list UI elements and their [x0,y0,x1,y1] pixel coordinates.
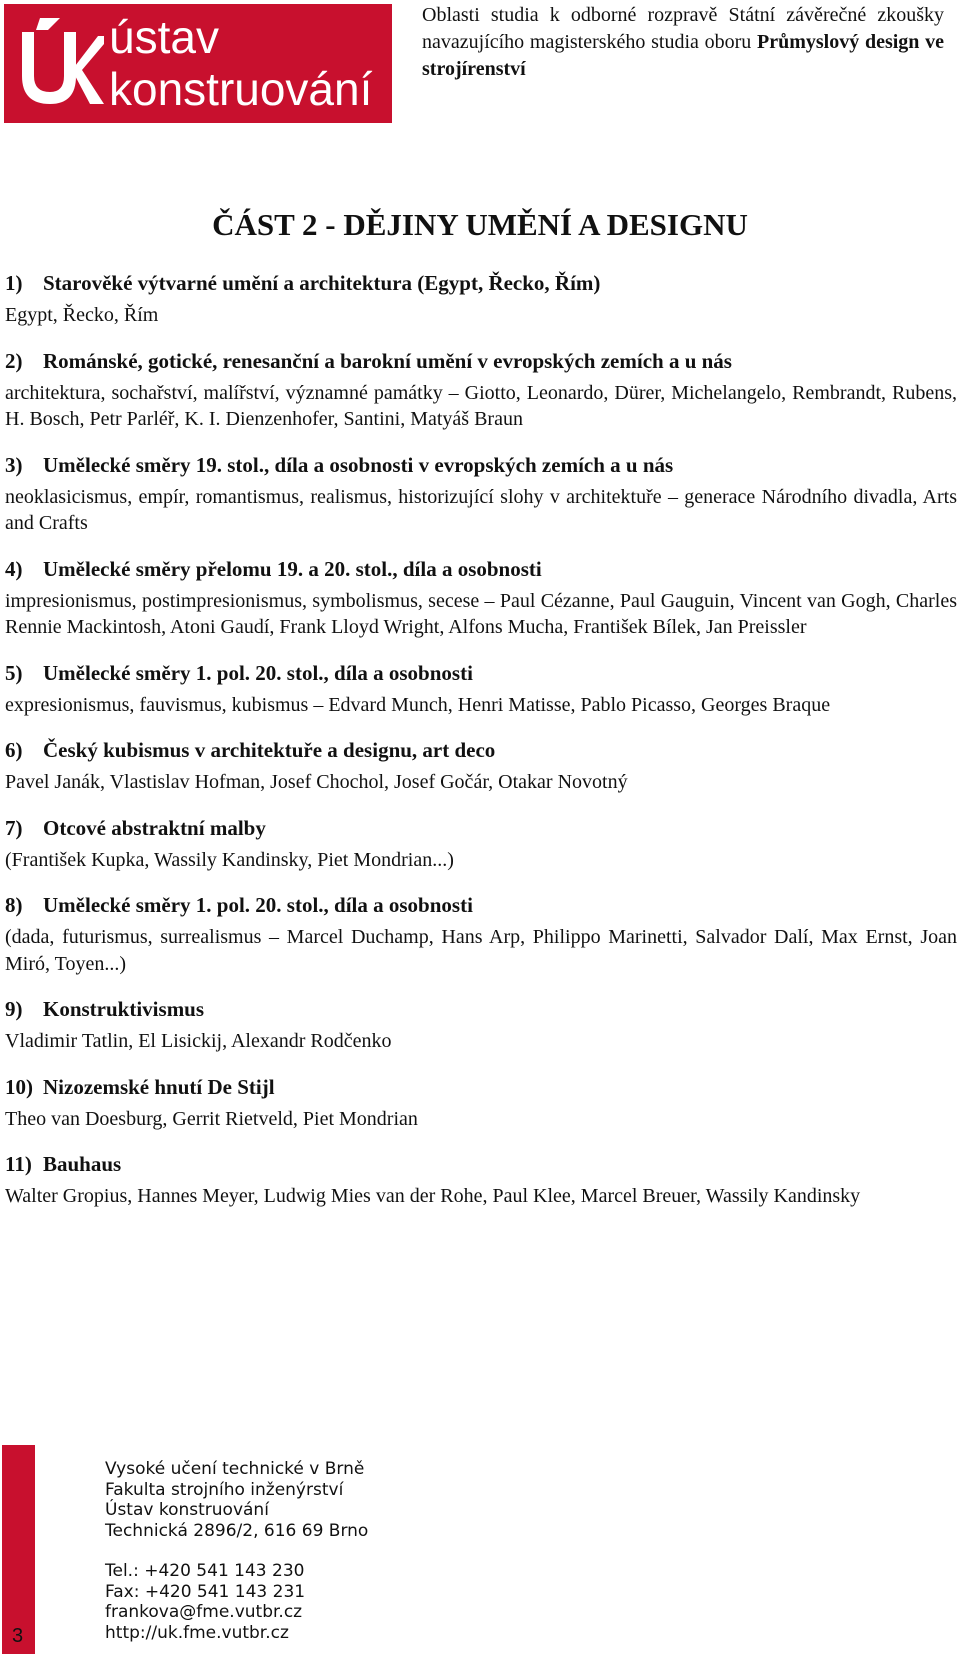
topic-heading [5,556,957,583]
topic-heading [5,892,957,919]
institute-logo [4,4,392,123]
topic-title: Konstruktivismus [43,997,205,1021]
document-header [422,2,944,83]
topic-body: expresionismus, fauvismus, kubismus – Edvard Munch, Henri Matisse, Pablo Picasso, Georges Braque [5,693,831,716]
topic-heading [5,815,957,842]
topic-heading [5,270,957,297]
topic-body: Pavel Janák, Vlastislav Hofman, Josef Chochol, Josef Gočár, Otakar Novotný [5,771,628,793]
topic-heading [5,737,957,764]
topic-number: 8) [5,893,23,917]
address-line: Ústav konstruování [105,1500,269,1520]
header-text: Oblasti studia k odborné rozpravě Státní závěrečné zkoušky navazujícího magisterského studia oboru [422,4,944,53]
topic-title: Umělecké směry 1. pol. 20. stol., díla a osobnosti [43,660,473,685]
topic-title: Nizozemské hnutí De Stijl [43,1074,275,1099]
topic-section [5,737,957,796]
topic-number: 7) [5,815,23,840]
topic-section [5,556,957,641]
page-footer [0,1445,960,1654]
header-program-name: Průmyslový design ve strojírenství [422,31,945,80]
phone-line: Tel.: +420 541 143 230 [105,1561,305,1581]
fax-line: Fax: +420 541 143 231 [105,1581,306,1602]
topic-body: Theo van Doesburg, Gerrit Rietveld, Piet Mondrian [5,1107,418,1130]
address-line: Fakulta strojního inženýrství [105,1479,344,1500]
topic-title: Umělecké směry přelomu 19. a 20. stol., díla a osobnosti [43,556,542,581]
topic-heading [5,660,957,687]
uk-logo-icon [16,14,104,114]
topic-section [5,452,957,537]
topic-section [5,815,957,874]
topic-heading [5,1074,957,1101]
website-link[interactable]: http://uk.fme.vutbr.cz [105,1622,289,1643]
topic-body: Egypt, Řecko, Řím [5,304,159,326]
topic-title: Umělecké směry 1. pol. 20. stol., díla a osobnosti [43,893,473,917]
topic-body: (František Kupka, Wassily Kandinsky, Piet Mondrian...) [5,848,454,871]
footer-accent-bar [2,1445,35,1654]
topics-list [5,270,957,1229]
topic-number: 6) [5,738,23,762]
topic-section [5,1151,957,1210]
topic-title: Románské, gotické, renesanční a barokní umění v evropských zemích a u nás [43,348,732,373]
topic-section [5,270,957,329]
topic-number: 4) [5,556,23,581]
topic-section [5,996,957,1055]
footer-contact-block [105,1459,368,1643]
topic-title: Starověké výtvarné umění a architektura (Egypt, Řecko, Řím) [43,271,601,295]
topic-heading [5,1151,957,1178]
topic-number: 11) [5,1152,32,1176]
topic-title: Otcové abstraktní malby [43,815,266,840]
topic-title: Český kubismus v architektuře a designu, art deco [43,738,496,762]
logo-text-line2: konstruování [109,63,373,115]
topic-number: 9) [5,997,23,1021]
topic-title: Umělecké směry 19. stol., díla a osobnosti v evropských zemích a u nás [43,452,674,477]
topic-number: 2) [5,348,23,373]
topic-body: impresionismus, postimpresionismus, symbolismus, secese – Paul Cézanne, Paul Gauguin, Vincent van Gogh, Charles Rennie Mackintosh, Atoni Gaudí, Frank Lloyd Wright, Alfons Mucha, František Bílek, Jan Preissler [5,589,957,638]
topic-number: 3) [5,452,23,477]
topic-number: 5) [5,660,23,685]
address-line: Vysoké učení technické v Brně [105,1459,365,1479]
topic-heading [5,348,957,375]
email-link[interactable]: frankova@fme.vutbr.cz [105,1602,303,1622]
topic-body: (dada, futurismus, surrealismus – Marcel Duchamp, Hans Arp, Philippo Marinetti, Salvador Dalí, Max Ernst, Joan Miró, Toyen...) [5,926,957,975]
topic-section [5,892,957,977]
logo-text-line1: ústav [109,11,219,63]
topic-number: 1) [5,271,23,295]
topic-body: architektura, sochařství, malířství, významné památky – Giotto, Leonardo, Dürer, Michelangelo, Rembrandt, Rubens, H. Bosch, Petr Parléř, K. I. Dienzenhofer, Santini, Matyáš Braun [5,381,957,430]
topic-section [5,660,957,719]
topic-heading [5,996,957,1023]
topic-title: Bauhaus [43,1152,122,1176]
topic-section [5,1074,957,1133]
topic-body: Vladimir Tatlin, El Lisickij, Alexandr Rodčenko [5,1030,392,1052]
page-number: 3 [12,1625,24,1647]
address-line: Technická 2896/2, 616 69 Brno [105,1520,369,1541]
topic-body: neoklasicismus, empír, romantismus, realismus, historizující slohy v architektuře – generace Národního divadla, Arts and Crafts [5,485,957,534]
topic-section [5,348,957,433]
page-title: ČÁST 2 - DĚJINY UMĚNÍ A DESIGNU [212,207,748,242]
topic-heading [5,452,957,479]
topic-number: 10) [5,1074,33,1099]
footer-spacer [105,1541,368,1561]
topic-body: Walter Gropius, Hannes Meyer, Ludwig Mies van der Rohe, Paul Klee, Marcel Breuer, Wassily Kandinsky [5,1185,861,1207]
